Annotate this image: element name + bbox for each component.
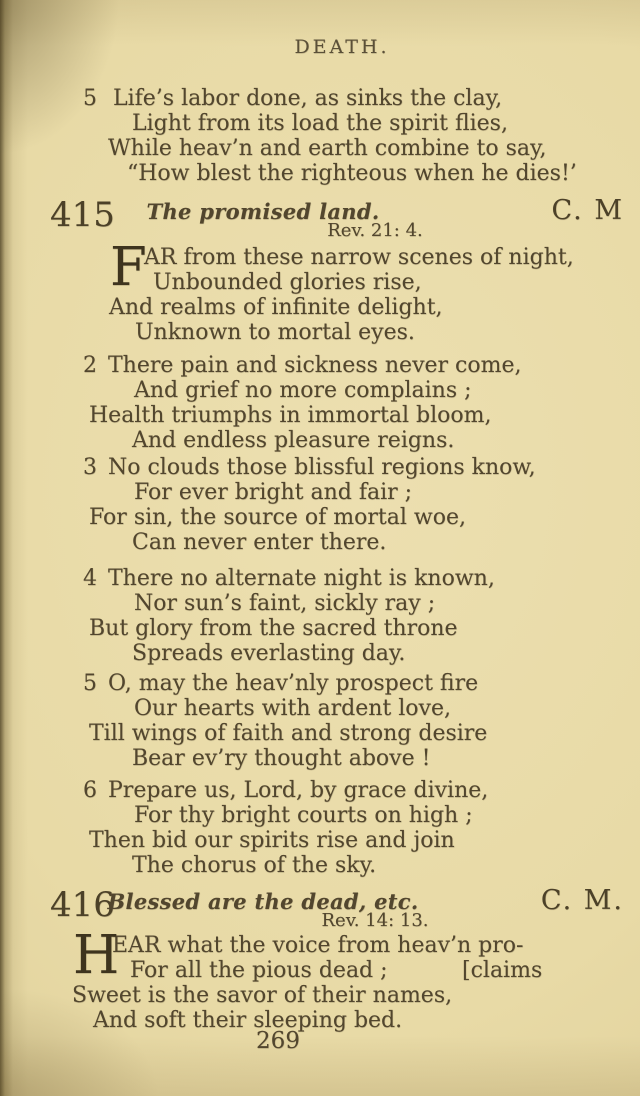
verse-line: Spreads everlasting day. xyxy=(132,641,406,666)
verse-line: The chorus of the sky. xyxy=(132,853,377,878)
hymn-415-verse-1 xyxy=(0,237,640,345)
drop-cap: H xyxy=(73,925,120,986)
verse-line: Nor sun’s faint, sickly ray ; xyxy=(134,591,436,616)
verse-line: Bear ev’ry thought above ! xyxy=(132,746,431,771)
catchword: [claims xyxy=(462,958,543,983)
verse-line: Unknown to mortal eyes. xyxy=(135,320,415,345)
verse-number: 4 xyxy=(83,566,97,591)
verse-line: And realms of infinite delight, xyxy=(109,295,443,320)
verse-line: Till wings of faith and strong desire xyxy=(89,721,488,746)
verse-line: There pain and sickness never come, xyxy=(108,353,522,378)
hymn-415-heading xyxy=(0,195,640,242)
verse-line: Sweet is the savor of their names, xyxy=(72,983,453,1008)
verse-line: For thy bright courts on high ; xyxy=(134,803,473,828)
verse-line: EAR what the voice from heav’n pro- xyxy=(112,933,524,958)
hymn-415-verse-3 xyxy=(0,455,640,555)
verse-line: For sin, the source of mortal woe, xyxy=(89,505,466,530)
verse-line: Our hearts with ardent love, xyxy=(134,696,451,721)
meter-label: C. M xyxy=(551,195,624,226)
hymn-title: Blessed are the dead, etc. xyxy=(107,889,419,914)
prev-hymn-verse-5 xyxy=(0,86,640,186)
hymn-415-verse-4 xyxy=(0,566,640,666)
hymn-number: 416 xyxy=(50,885,115,925)
verse-line: Health triumphs in immortal bloom, xyxy=(89,403,492,428)
verse-line: And soft their sleeping bed. xyxy=(93,1008,403,1033)
drop-cap: F xyxy=(110,237,147,298)
scripture-reference: Rev. 14: 13. xyxy=(321,910,429,931)
verse-number: 5 xyxy=(83,671,97,696)
page-number: 269 xyxy=(256,1028,300,1054)
verse-line: Life’s labor done, as sinks the clay, xyxy=(113,86,503,111)
hymn-416-verse-1 xyxy=(0,925,640,1033)
hymn-title: The promised land. xyxy=(146,199,380,224)
verse-line: There no alternate night is known, xyxy=(108,566,495,591)
hymn-415-verse-2 xyxy=(0,353,640,453)
verse-line-text: For all the pious dead ; xyxy=(130,958,388,983)
verse-number: 3 xyxy=(83,455,97,480)
verse-line: O, may the heav’nly prospect fire xyxy=(108,671,479,696)
verse-line: And grief no more complains ; xyxy=(134,378,472,403)
verse-line: “How blest the righteous when he dies!’ xyxy=(127,161,577,186)
verse-number: 5 xyxy=(83,86,97,111)
verse-line: Then bid our spirits rise and join xyxy=(89,828,455,853)
hymn-415-verse-6 xyxy=(0,778,640,878)
meter-label: C. M. xyxy=(540,885,624,916)
verse-line: And endless pleasure reigns. xyxy=(132,428,455,453)
verse-number: 6 xyxy=(83,778,97,803)
hymn-415-verse-5 xyxy=(0,671,640,771)
verse-line xyxy=(130,958,640,983)
verse-line: No clouds those blissful regions know, xyxy=(108,455,536,480)
verse-line: AR from these narrow scenes of night, xyxy=(144,245,574,270)
scripture-reference: Rev. 21: 4. xyxy=(327,220,423,241)
verse-line: Can never enter there. xyxy=(132,530,387,555)
verse-line: Prepare us, Lord, by grace divine, xyxy=(108,778,489,803)
running-head: DEATH. xyxy=(294,36,390,58)
verse-line: Unbounded glories rise, xyxy=(153,270,422,295)
hymn-number: 415 xyxy=(50,195,115,235)
verse-line: Light from its load the spirit flies, xyxy=(132,111,508,136)
verse-line: But glory from the sacred throne xyxy=(89,616,458,641)
verse-number: 2 xyxy=(83,353,97,378)
verse-line: While heav’n and earth combine to say, xyxy=(108,136,547,161)
verse-line: For ever bright and fair ; xyxy=(134,480,413,505)
